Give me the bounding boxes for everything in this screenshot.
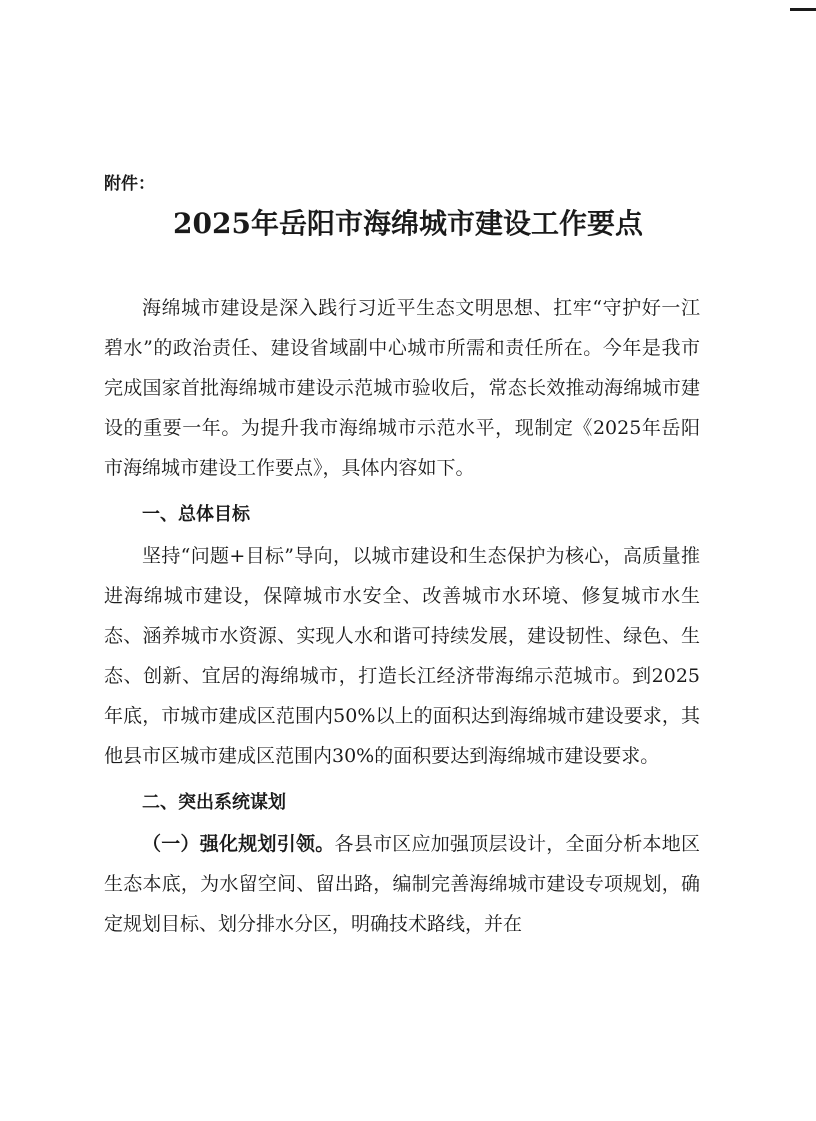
page-corner-mark <box>790 8 816 11</box>
planning-item-text: 各县市区应加强顶层设计，全面分析本地区生态本底，为水留空间、留出路，编制完善海绵城市建设专项规划，确定规划目标、划分排水分区，明确技术路线，并在 <box>104 833 700 935</box>
document-body <box>104 288 700 944</box>
section-heading-goals: 一、总体目标 <box>142 504 250 525</box>
goals-paragraph: 坚持“问题+目标”导向，以城市建设和生态保护为核心，高质量推进海绵城市建设，保障城市水安全、改善城市水环境、修复城市水生态、涵养城市水资源、实现人水和谐可持续发展，建设韧性、绿色、生态、创新、宜居的海绵城市，打造长江经济带海绵示范城市。到2025年底，市城市建成区范围内50%以上的面积达到海绵城市建设要求，其他县市区城市建成区范围内30%的面积要达到海绵城市建设要求。 <box>104 545 700 767</box>
planning-item-lead: （一）强化规划引领。 <box>142 833 335 855</box>
document-title: 2025年岳阳市海绵城市建设工作要点 <box>173 207 643 240</box>
section-heading-planning: 二、突出系统谋划 <box>142 792 286 813</box>
intro-paragraph: 海绵城市建设是深入践行习近平生态文明思想、扛牢“守护好一江碧水”的政治责任、建设省域副中心城市所需和责任所在。今年是我市完成国家首批海绵城市建设示范城市验收后，常态长效推动海绵城市建设的重要一年。为提升我市海绵城市示范水平，现制定《2025年岳阳市海绵城市建设工作要点》，具体内容如下。 <box>104 297 700 479</box>
attachment-label: 附件： <box>104 174 155 194</box>
planning-item-paragraph <box>104 824 700 944</box>
